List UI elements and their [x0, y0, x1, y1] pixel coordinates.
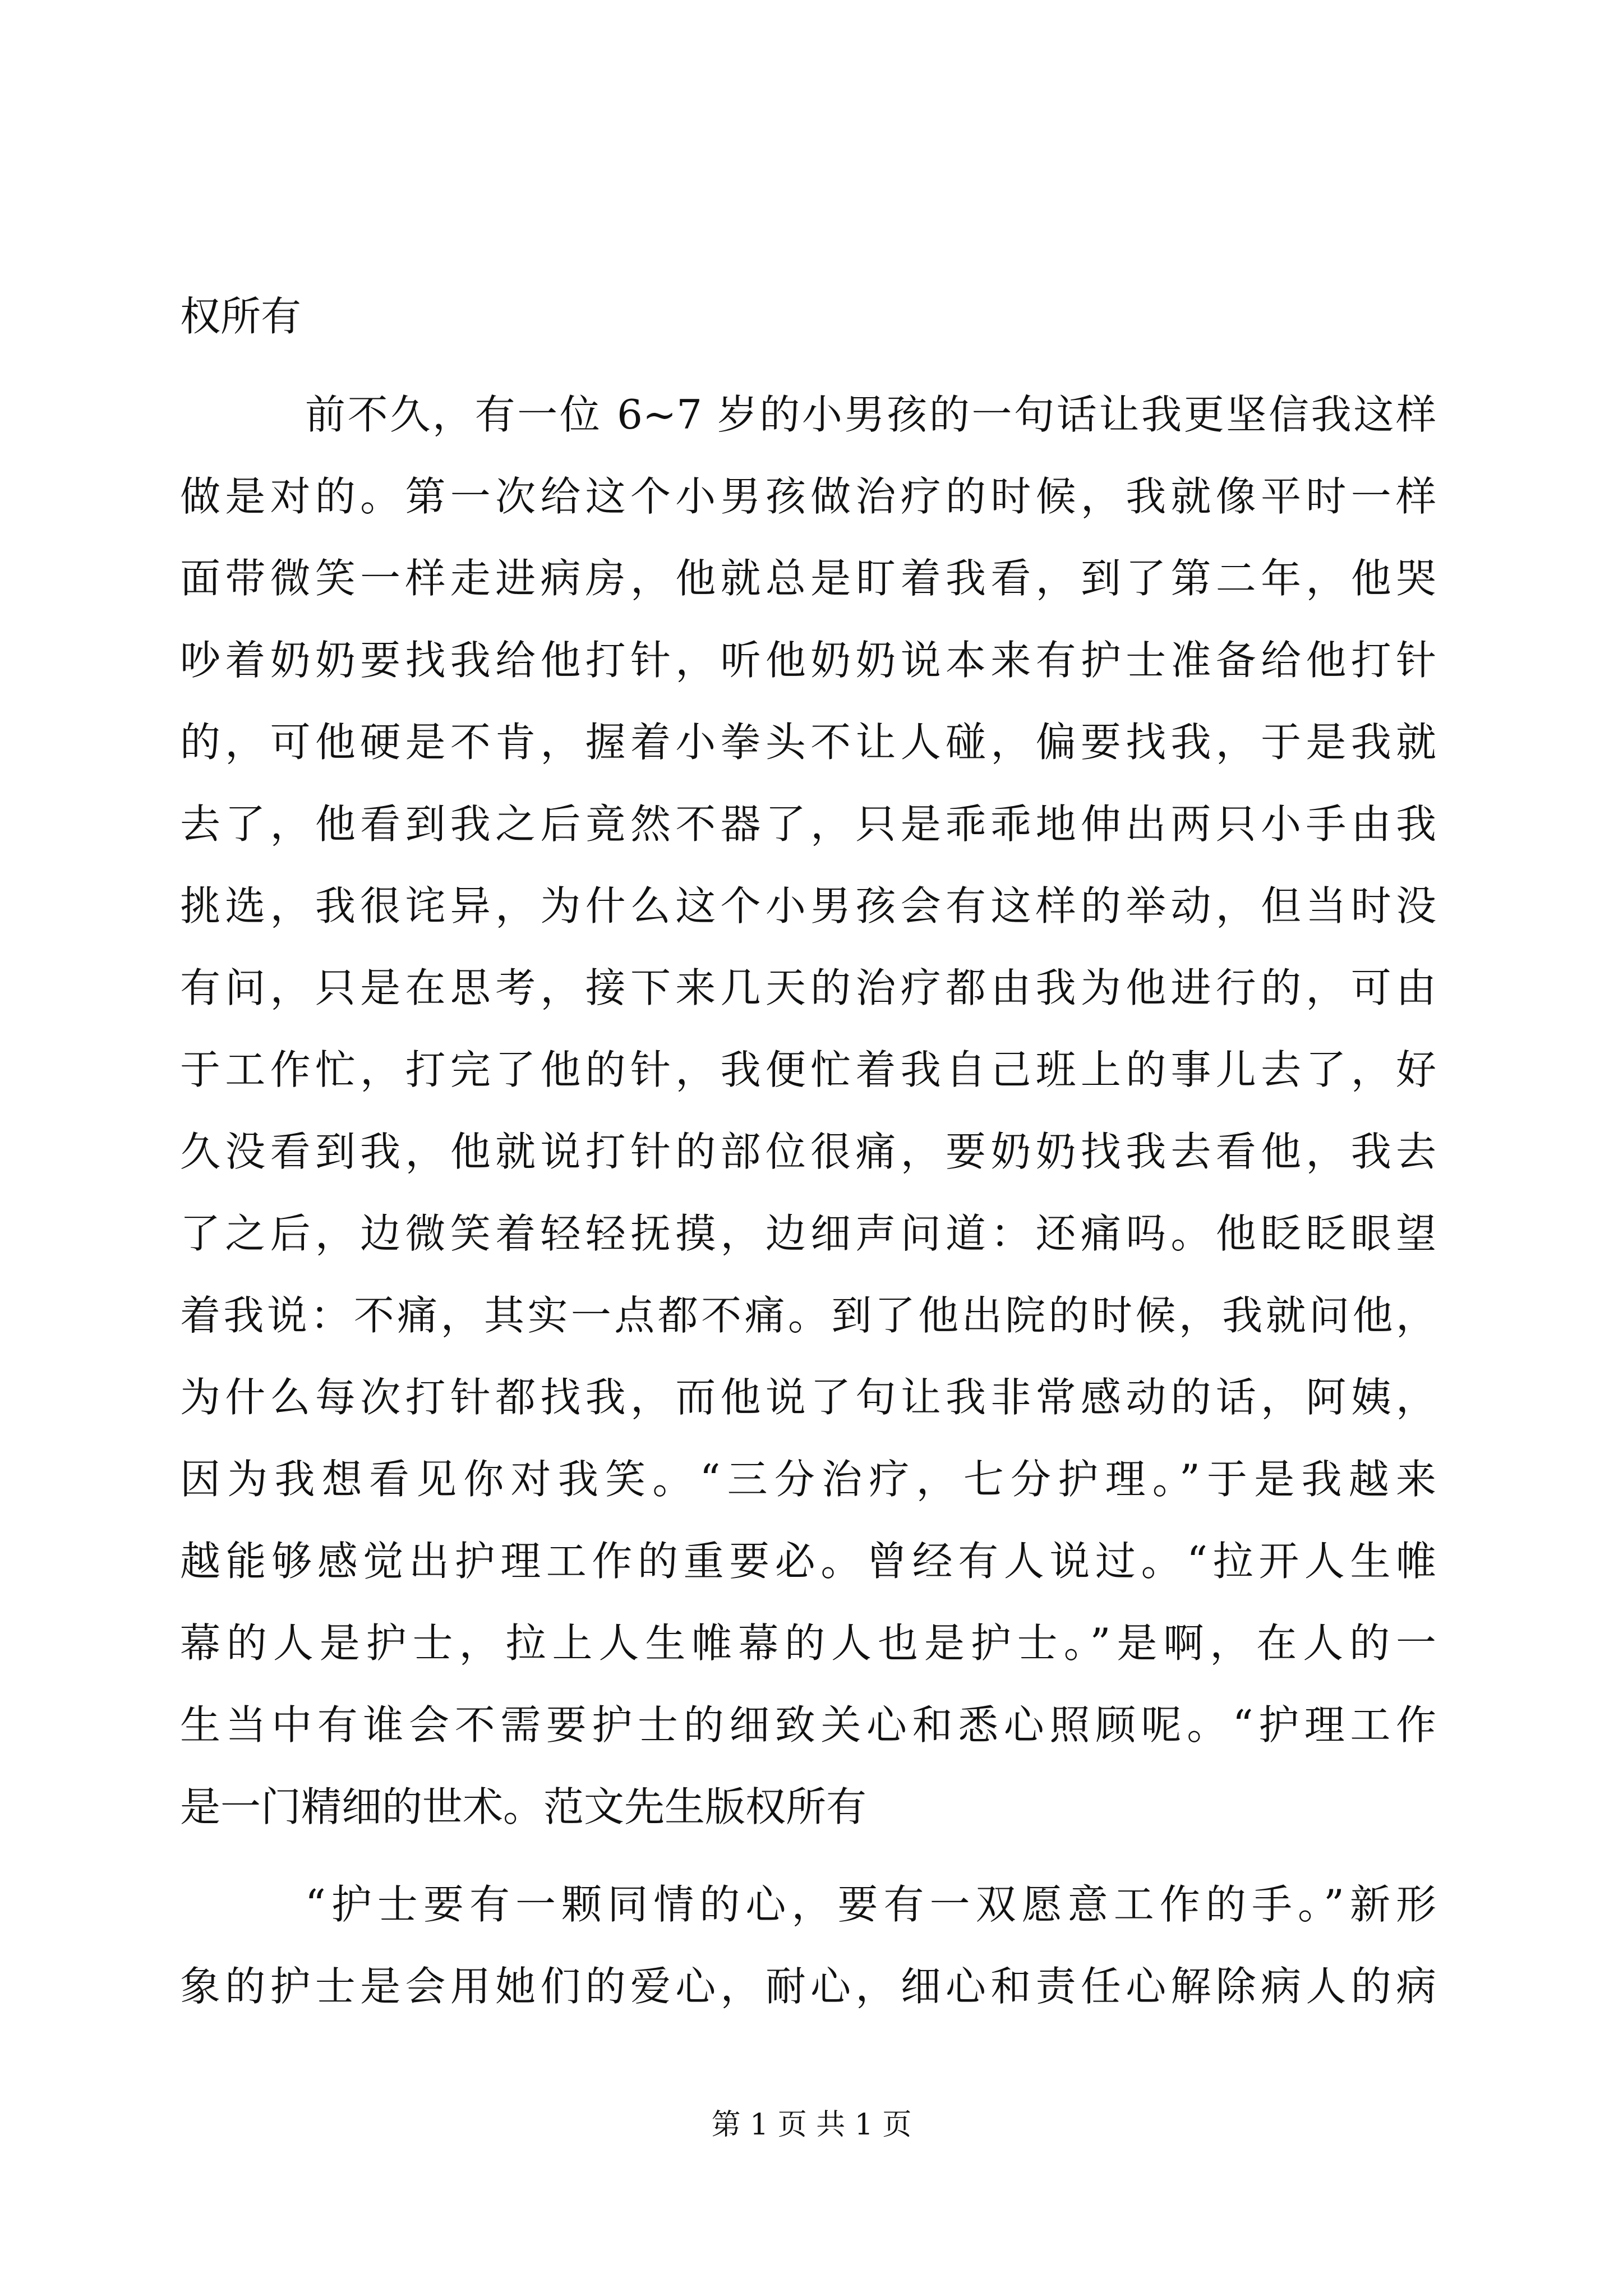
text-line-18: 生当中有谁会不需要护士的细致关心和悉心照顾呢。“护理工作 [180, 1701, 1436, 1749]
text-line-5: 吵着奶奶要找我给他打针，听他奶奶说本来有护士准备给他打针 [180, 637, 1436, 684]
text-line-8: 挑选，我很诧异，为什么这个小男孩会有这样的举动，但当时没 [180, 882, 1436, 930]
text-line-12: 了之后，边微笑着轻轻抚摸，边细声问道：还痛吗。他眨眨眼望 [180, 1210, 1436, 1257]
text-line-15: 因为我想看见你对我笑。“三分治疗，七分护理。”于是我越来 [180, 1456, 1436, 1503]
text-line-14: 为什么每次打针都找我，而他说了句让我非常感动的话，阿姨， [180, 1374, 1436, 1421]
text-line-19: 是一门精细的世术。范文先生版权所有 [180, 1783, 867, 1830]
text-line-16: 越能够感觉出护理工作的重要必。曾经有人说过。“拉开人生帷 [180, 1538, 1436, 1585]
text-line-1: 权所有 [180, 293, 302, 340]
text-line-11: 久没看到我，他就说打针的部位很痛，要奶奶找我去看他，我去 [180, 1128, 1436, 1175]
text-line-13: 着我说：不痛，其实一点都不痛。到了他出院的时候，我就问他， [180, 1292, 1436, 1339]
text-line-10: 于工作忙，打完了他的针，我便忙着我自己班上的事儿去了，好 [180, 1046, 1436, 1093]
paragraph-start-line: 前不久，有一位 6~7 岁的小男孩的一句话让我更坚信我这样 [305, 391, 1436, 438]
page-footer: 第 1 页 共 1 页 [711, 2108, 912, 2142]
text-line-9: 有问，只是在思考，接下来几天的治疗都由我为他进行的，可由 [180, 964, 1436, 1011]
paragraph-start-line-2: “护士要有一颗同情的心，要有一双愿意工作的手。”新形 [305, 1881, 1436, 1928]
text-line-4: 面带微笑一样走进病房，他就总是盯着我看，到了第二年，他哭 [180, 555, 1436, 602]
text-line-17: 幕的人是护士，拉上人生帷幕的人也是护士。”是啊，在人的一 [180, 1619, 1436, 1667]
text-line-21: 象的护士是会用她们的爱心，耐心，细心和责任心解除病人的病 [180, 1963, 1436, 2010]
text-line-7: 去了，他看到我之后竟然不器了，只是乖乖地伸出两只小手由我 [180, 800, 1436, 848]
text-line-6: 的，可他硬是不肯，握着小拳头不让人碰，偏要找我，于是我就 [180, 719, 1436, 766]
text-line-3: 做是对的。第一次给这个小男孩做治疗的时候，我就像平时一样 [180, 473, 1436, 520]
